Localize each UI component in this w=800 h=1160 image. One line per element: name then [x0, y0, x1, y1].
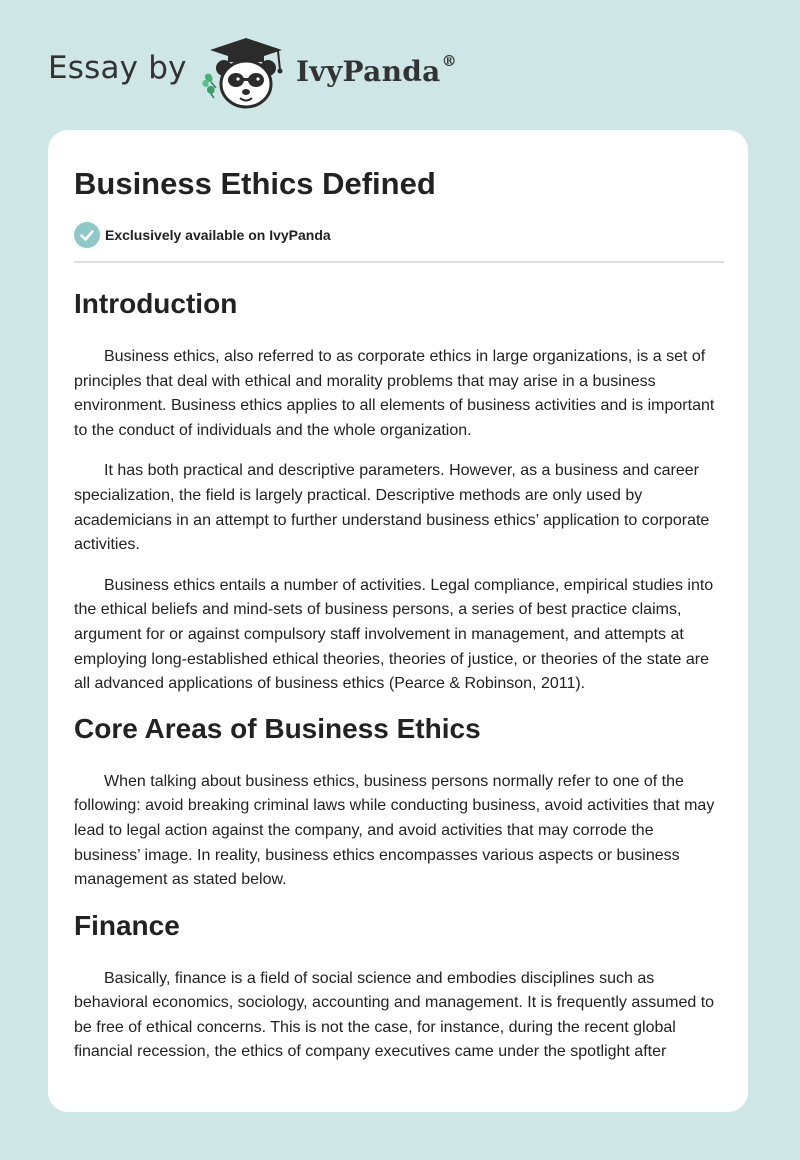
- paragraph: When talking about business ethics, business persons normally refer to one of the following: avoid breaking criminal laws while conducting business, avoid activities that may lead to legal action against the company, and avoid activities that may corrode the business’ image. In reality, business ethics encompasses various aspects or business management as stated below.: [74, 772, 715, 889]
- panda-graduate-icon[interactable]: [200, 36, 292, 110]
- registered-mark: ®: [441, 52, 457, 70]
- section-heading: Finance: [74, 909, 180, 941]
- ivy-leaf-icon: [202, 74, 216, 98]
- brand-prefix: Essay by: [48, 50, 187, 86]
- section-heading: Introduction: [74, 288, 238, 319]
- paragraph: Business ethics entails a number of activities. Legal compliance, empirical studies into the ethical beliefs and mind-sets of business persons, a series of best practice claims, argument for or against compulsory staff involvement in management, and attempts at employing long-established ethical theories, theories of justice, or theories of the state are all advanced applications of business ethics (Pearce & Robinson, 2011).: [74, 576, 714, 693]
- paragraph: Business ethics, also referred to as corporate ethics in large organizations, is a set of principles that deal with ethical and morality problems that may arise in a business environment. Business ethics applies to all elements of business activities and is important to the conduct of individuals and the whole organization.: [74, 348, 715, 439]
- paragraph: Basically, finance is a field of social science and embodies disciplines such as behavioral economics, sociology, accounting and management. It is frequently assumed to be free of ethical concerns. This is not the case, for instance, during the recent global financial recession, the ethics of company executives came under the spotlight after: [74, 969, 715, 1061]
- divider: [74, 261, 724, 263]
- site-header: [0, 0, 800, 128]
- exclusive-badge: [74, 222, 331, 248]
- section-heading: Core Areas of Business Ethics: [74, 712, 481, 744]
- badge-text: Exclusively available on IvyPanda: [105, 227, 331, 243]
- page-title: Business Ethics Defined: [74, 166, 436, 201]
- brand-name-text: IvyPanda: [296, 55, 441, 88]
- check-circle-icon: [74, 222, 100, 248]
- article-body: [74, 280, 724, 1065]
- paragraph: It has both practical and descriptive parameters. However, as a business and career specialization, the field is largely practical. Descriptive methods are only used by academicians in an attempt to further understand business ethics’ application to corporate activities.: [74, 462, 710, 554]
- essay-card: [48, 130, 748, 1112]
- brand-name[interactable]: [296, 52, 457, 88]
